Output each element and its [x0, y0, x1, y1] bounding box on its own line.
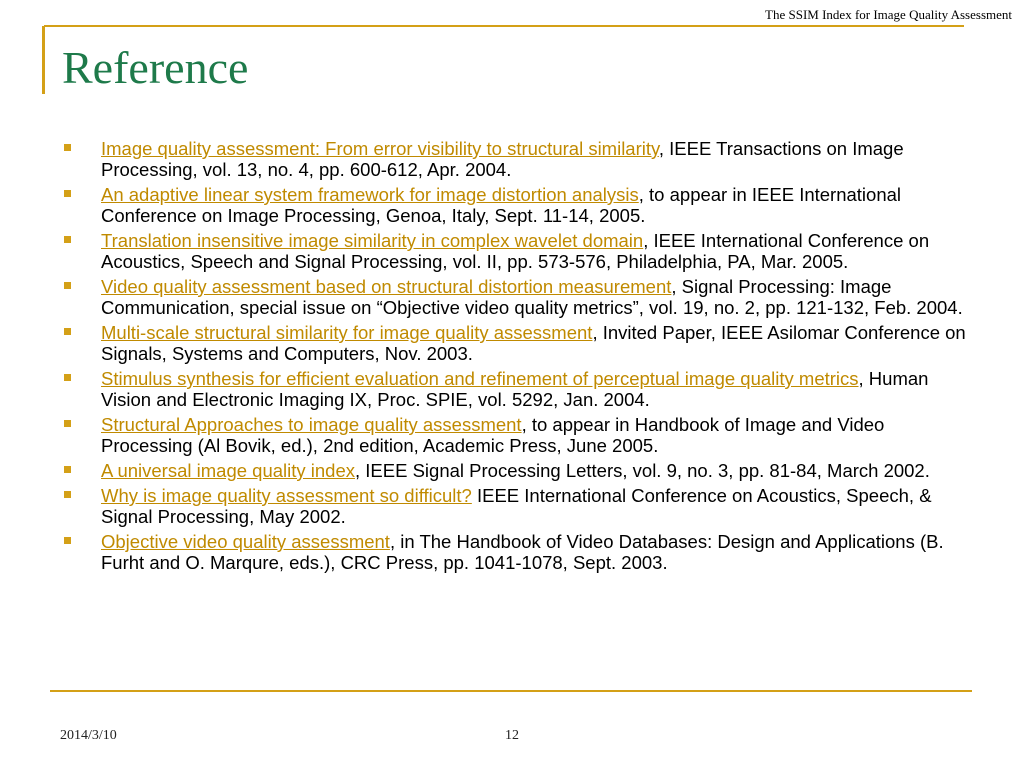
reference-item — [60, 276, 975, 318]
bottom-rule — [50, 690, 972, 692]
reference-item — [60, 460, 975, 481]
reference-item — [60, 322, 975, 364]
reference-link[interactable]: An adaptive linear system framework for image distortion analysis — [101, 184, 639, 205]
reference-link[interactable]: Why is image quality assessment so difficult? — [101, 485, 472, 506]
reference-link[interactable]: Multi-scale structural similarity for image quality assessment — [101, 322, 593, 343]
reference-details: , Human Vision and Electronic Imaging IX, Proc. SPIE, vol. 5292, Jan. 2004. — [101, 368, 929, 410]
bullet-icon — [64, 420, 71, 427]
reference-details: , IEEE International Conference on Acoustics, Speech and Signal Processing, vol. II, pp. 573-576, Philadelphia, PA, Mar. 2005. — [101, 230, 930, 272]
slide-header-text: The SSIM Index for Image Quality Assessment — [765, 7, 1012, 22]
reference-link[interactable]: A universal image quality index — [101, 460, 356, 481]
reference-details: , to appear in IEEE International Conference on Image Processing, Genoa, Italy, Sept. 11-14, 2005. — [101, 184, 902, 226]
reference-details: , in The Handbook of Video Databases: Design and Applications (B. Furht and O. Marqure, eds.), CRC Press, pp. 1041-1078, Sept. 2003. — [101, 531, 944, 573]
footer-date: 2014/3/10 — [60, 728, 117, 743]
reference-link[interactable]: Image quality assessment: From error visibility to structural similarity — [101, 138, 659, 159]
reference-details: , Invited Paper, IEEE Asilomar Conference on Signals, Systems and Computers, Nov. 2003. — [101, 322, 966, 364]
reference-item — [60, 531, 975, 573]
reference-item — [60, 485, 975, 527]
reference-link[interactable]: Stimulus synthesis for efficient evaluation and refinement of perceptual image quality metrics — [101, 368, 859, 389]
bullet-icon — [64, 374, 71, 381]
bullet-icon — [64, 537, 71, 544]
reference-list — [60, 138, 975, 577]
reference-details: , Signal Processing: Image Communication, special issue on “Objective video quality metrics”, vol. 19, no. 2, pp. 121-132, Feb. 2004. — [101, 276, 963, 318]
reference-item — [60, 414, 975, 456]
reference-details: IEEE International Conference on Acoustics, Speech, & Signal Processing, May 2002. — [101, 485, 932, 527]
top-rule — [44, 25, 964, 27]
reference-details: , IEEE Signal Processing Letters, vol. 9, no. 3, pp. 81-84, March 2002. — [355, 460, 930, 481]
reference-item — [60, 184, 975, 226]
reference-item — [60, 230, 975, 272]
bullet-icon — [64, 236, 71, 243]
reference-link[interactable]: Structural Approaches to image quality assessment — [101, 414, 522, 435]
bullet-icon — [64, 466, 71, 473]
reference-link[interactable]: Translation insensitive image similarity in complex wavelet domain — [101, 230, 644, 251]
reference-link[interactable]: Video quality assessment based on structural distortion measurement — [101, 276, 672, 297]
reference-link[interactable]: Objective video quality assessment — [101, 531, 390, 552]
reference-details: , IEEE Transactions on Image Processing, vol. 13, no. 4, pp. 600-612, Apr. 2004. — [101, 138, 904, 180]
side-rule — [42, 26, 45, 94]
reference-item — [60, 368, 975, 410]
bullet-icon — [64, 328, 71, 335]
reference-details: , to appear in Handbook of Image and Video Processing (Al Bovik, ed.), 2nd edition, Academic Press, June 2005. — [101, 414, 885, 456]
bullet-icon — [64, 144, 71, 151]
page-number: 12 — [505, 728, 519, 743]
page-title: Reference — [62, 42, 249, 93]
bullet-icon — [64, 190, 71, 197]
reference-item — [60, 138, 975, 180]
bullet-icon — [64, 491, 71, 498]
bullet-icon — [64, 282, 71, 289]
